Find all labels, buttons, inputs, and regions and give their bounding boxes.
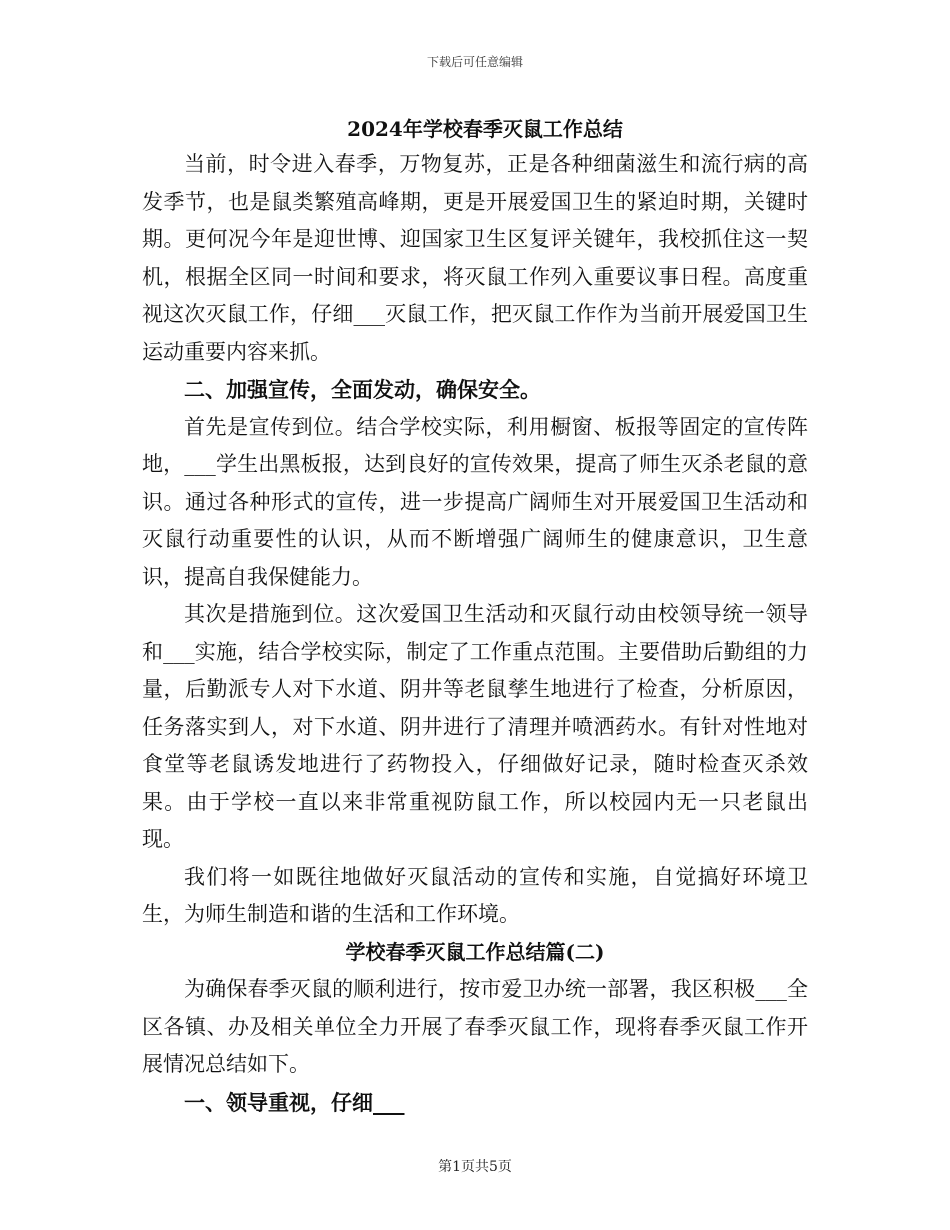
section-heading-publicity: 二、加强宣传，全面发动，确保安全。 [184, 377, 541, 402]
header-note: 下载后可任意编辑 [426, 55, 523, 69]
document-title: 2024年学校春季灭鼠工作总结 [347, 117, 623, 141]
paragraph-part2-intro: 为确保春季灭鼠的顺利进行，按市爱卫办统一部署，我区积极___全区各镇、办及相关单位全力开展了春季灭鼠工作，现将春季灭鼠工作开展情况总结如下。 [142, 977, 808, 1076]
section-heading-leadership: 一、领导重视，仔细___ [184, 1089, 405, 1115]
paragraph-publicity: 首先是宣传到位。结合学校实际，利用橱窗、板报等固定的宣传阵地，___学生出黑板报，达到良好的宣传效果，提高了师生灭杀老鼠的意识。通过各种形式的宣传，进一步提高广阔师生对开展爱国卫生活动和灭鼠行动重要性的认识，从而不断增强广阔师生的健康意识，卫生意识，提高自我保健能力。 [142, 414, 808, 589]
page-footer: 第1页共5页 [438, 1159, 512, 1175]
paragraph-measures: 其次是措施到位。这次爱国卫生活动和灭鼠行动由校领导统一领导和___实施，结合学校实际，制定了工作重点范围。主要借助后勤组的力量，后勤派专人对下水道、阴井等老鼠孳生地进行了检查，分析原因，任务落实到人，对下水道、阴井进行了清理并喷洒药水。有针对性地对食堂等老鼠诱发地进行了药物投入，仔细做好记录，随时检查灭杀效果。由于学校一直以来非常重视防鼠工作，所以校园内无一只老鼠出现。 [142, 602, 808, 851]
document-body [142, 112, 808, 1121]
paragraph-intro: 当前，时令进入春季，万物复苏，正是各种细菌滋生和流行病的高发季节，也是鼠类繁殖高峰期，更是开展爱国卫生的紧迫时期，关键时期。更何况今年是迎世博、迎国家卫生区复评关键年，我校抓住这一契机，根据全区同一时间和要求，将灭鼠工作列入重要议事日程。高度重视这次灭鼠工作，仔细___灭鼠工作，把灭鼠工作作为当前开展爱国卫生运动重要内容来抓。 [142, 152, 808, 364]
document-subtitle: 学校春季灭鼠工作总结篇(二) [345, 939, 605, 964]
paragraph-commitment: 我们将一如既往地做好灭鼠活动的宣传和实施，自觉搞好环境卫生，为师生制造和谐的生活和工作环境。 [142, 864, 808, 926]
